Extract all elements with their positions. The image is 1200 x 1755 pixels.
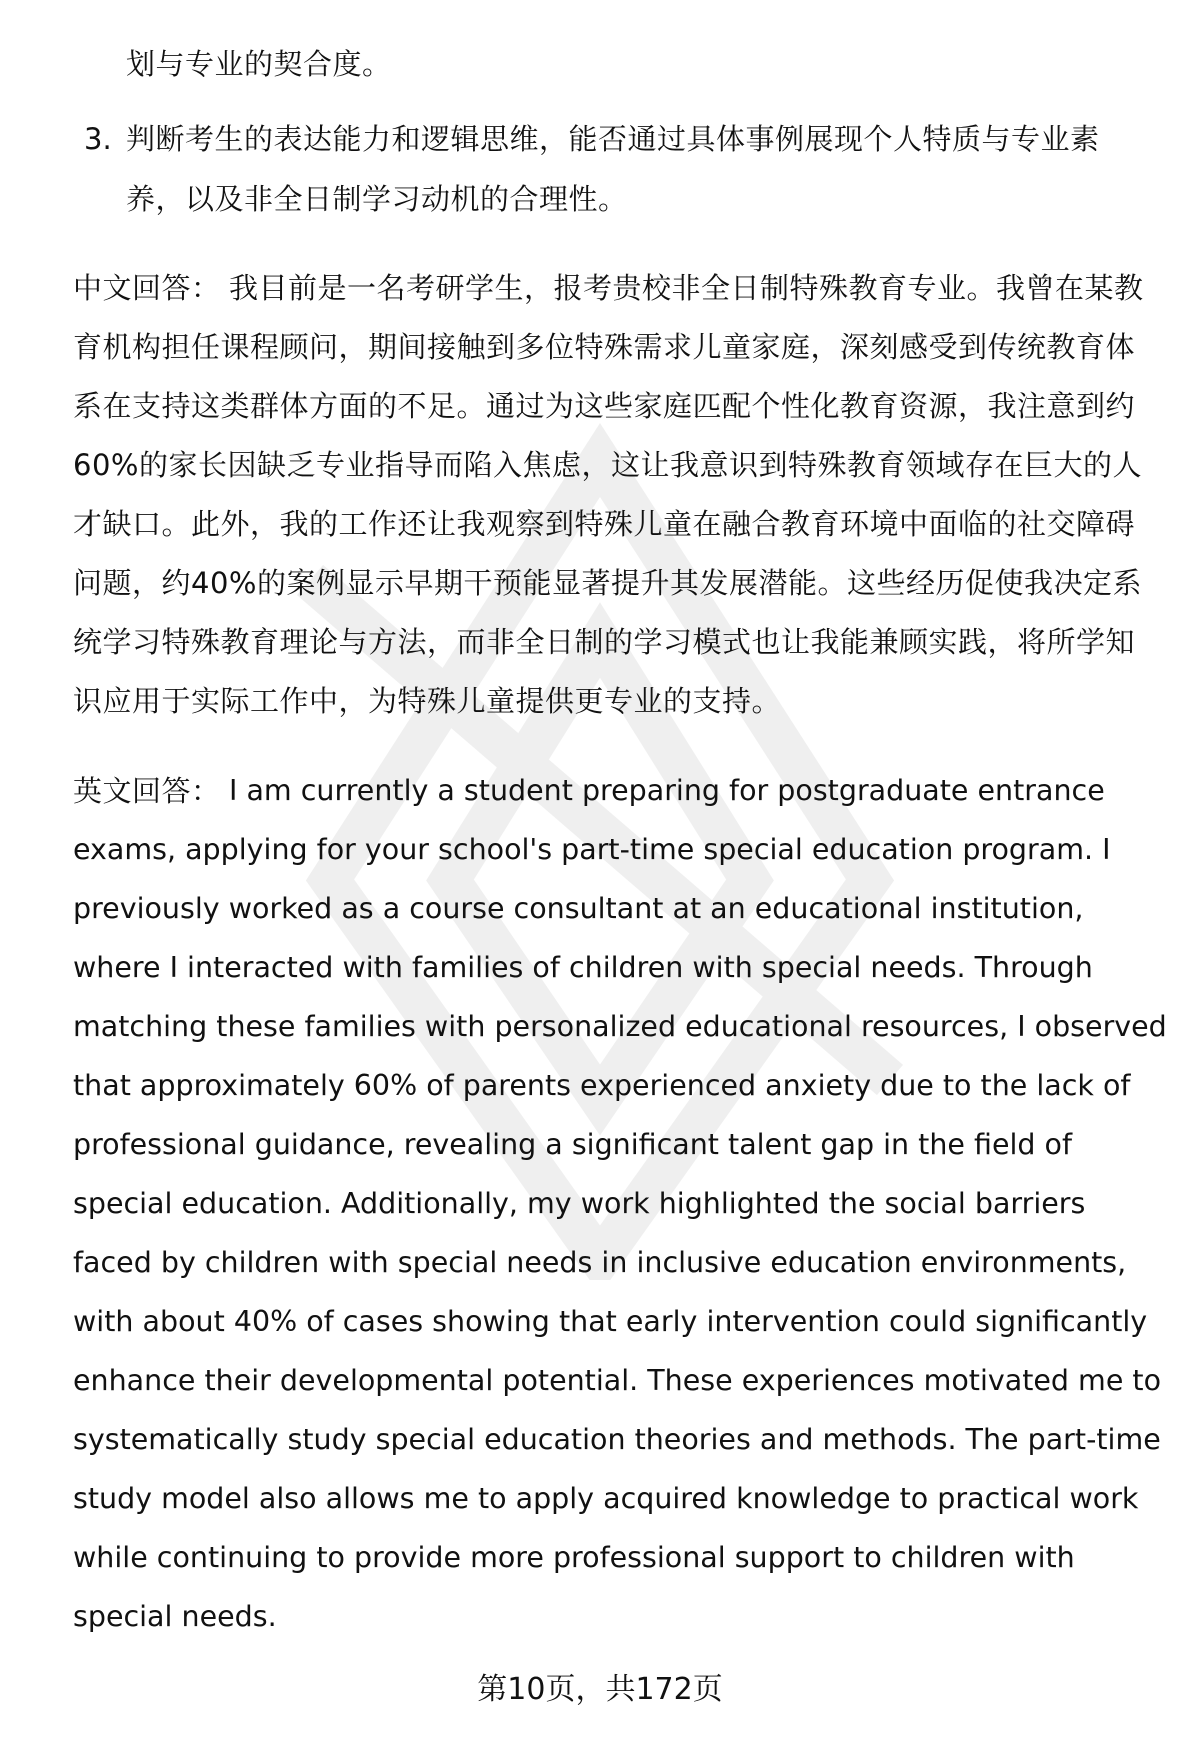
english-answer-line-1: I am currently a student preparing for postgraduate entrance: [229, 774, 1105, 807]
list-item-3-line-2: 养，以及非全日制学习动机的合理性。: [126, 182, 628, 216]
chinese-answer-line-7: 统学习特殊教育理论与方法，而非全日制的学习模式也让我能兼顾实践，将所学知: [73, 625, 1136, 659]
english-answer-line-14: while continuing to provide more professional support to children with: [73, 1541, 1075, 1574]
list-item-3-number: 3.: [84, 122, 112, 156]
english-answer-label: 英文回答：: [73, 774, 221, 808]
english-answer-line-10: with about 40% of cases showing that early intervention could significantly: [73, 1305, 1148, 1338]
chinese-answer-line-6: 问题，约40%的案例显示早期干预能显著提升其发展潜能。这些经历促使我决定系: [73, 566, 1142, 600]
english-answer-line-11: enhance their developmental potential. These experiences motivated me to: [73, 1364, 1162, 1397]
english-answer-line-6: that approximately 60% of parents experienced anxiety due to the lack of: [73, 1069, 1131, 1102]
english-answer-line-3: previously worked as a course consultant at an educational institution,: [73, 892, 1084, 925]
chinese-answer-line-1: 我目前是一名考研学生，报考贵校非全日制特殊教育专业。我曾在某教: [229, 271, 1144, 305]
chinese-answer-line-5: 才缺口。此外，我的工作还让我观察到特殊儿童在融合教育环境中面临的社交障碍: [73, 507, 1136, 541]
chinese-answer-label: 中文回答：: [73, 271, 221, 305]
list-item-3-line-1: 判断考生的表达能力和逻辑思维，能否通过具体事例展现个人特质与专业素: [126, 122, 1100, 156]
chinese-answer-line-2: 育机构担任课程顾问，期间接触到多位特殊需求儿童家庭，深刻感受到传统教育体: [73, 330, 1136, 364]
chinese-answer-line-4: 60%的家长因缺乏专业指导而陷入焦虑，这让我意识到特殊教育领域存在巨大的人: [73, 448, 1142, 482]
english-answer-line-2: exams, applying for your school's part-time special education program. I: [73, 833, 1111, 866]
chinese-answer-line-3: 系在支持这类群体方面的不足。通过为这些家庭匹配个性化教育资源，我注意到约: [73, 389, 1136, 423]
english-answer-line-4: where I interacted with families of children with special needs. Through: [73, 951, 1093, 984]
english-answer-line-9: faced by children with special needs in inclusive education environments,: [73, 1246, 1127, 1279]
list-item-2-continuation: 划与专业的契合度。: [126, 47, 392, 81]
english-answer-line-5: matching these families with personalized educational resources, I observed: [73, 1010, 1167, 1043]
english-answer-line-12: systematically study special education theories and methods. The part-time: [73, 1423, 1161, 1456]
english-answer-line-8: special education. Additionally, my work highlighted the social barriers: [73, 1187, 1086, 1220]
chinese-answer-line-8: 识应用于实际工作中，为特殊儿童提供更专业的支持。: [73, 684, 782, 718]
english-answer-line-13: study model also allows me to apply acquired knowledge to practical work: [73, 1482, 1139, 1515]
english-answer-line-7: professional guidance, revealing a significant talent gap in the field of: [73, 1128, 1073, 1161]
page-indicator: 第10页，共172页: [477, 1672, 723, 1707]
english-answer-line-15: special needs.: [73, 1600, 277, 1633]
